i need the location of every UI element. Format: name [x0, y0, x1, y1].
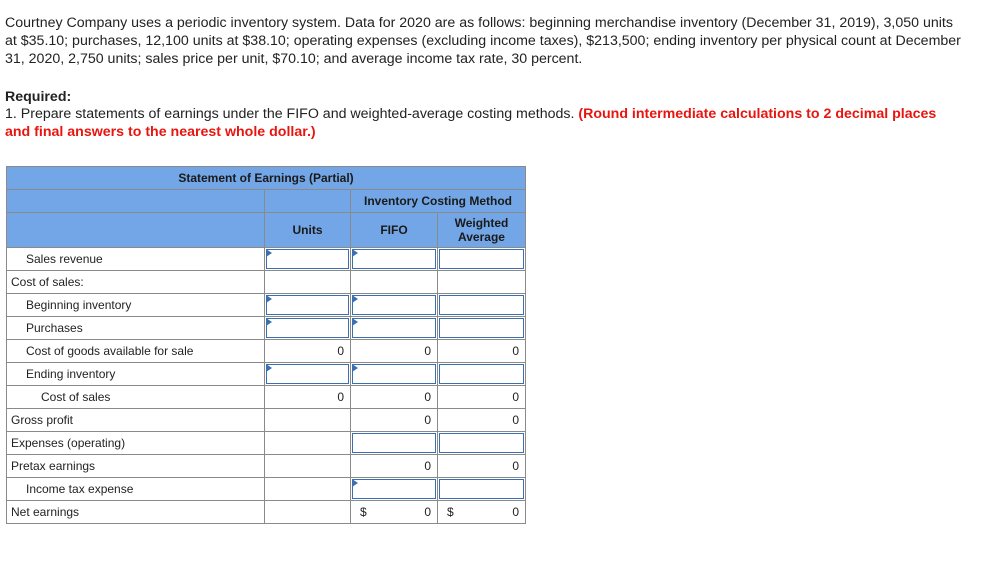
gross-profit-fifo-value: 0: [351, 409, 438, 432]
weighted-average-column-header: Weighted Average: [438, 213, 526, 248]
income-tax-fifo-input[interactable]: [351, 478, 438, 501]
row-label-expenses-operating: Expenses (operating): [7, 432, 265, 455]
table-row: [7, 248, 526, 271]
purchases-fifo-input[interactable]: [351, 317, 438, 340]
statement-of-earnings-table: [6, 166, 526, 524]
table-row: [7, 455, 526, 478]
cogs-available-wavg-value: 0: [438, 340, 526, 363]
cost-of-sales-wavg-value: 0: [438, 386, 526, 409]
row-label-gross-profit: Gross profit: [7, 409, 265, 432]
table-row: [7, 386, 526, 409]
required-instruction: [5, 105, 965, 141]
gross-profit-wavg-value: 0: [438, 409, 526, 432]
cost-of-sales-units-value: 0: [265, 386, 351, 409]
cost-of-sales-fifo-value: 0: [351, 386, 438, 409]
column-header-row: [7, 213, 526, 248]
table-row: [7, 294, 526, 317]
empty-cell: [438, 271, 526, 294]
problem-text: Courtney Company uses a periodic inventory system. Data for 2020 are as follows: beginning merchandise inventory (December 31, 2019), 3,050 units at $35.10; purchases, 12,100 units at $38.10; operating expenses (excluding income taxes), $213,500; ending inventory per physical count at December 31, 2020, 2,750 units; sales price per unit, $70.10; and average income tax rate, 30 percent.: [5, 15, 961, 67]
net-earnings-fifo-value: 0: [424, 505, 431, 519]
table-row: [7, 409, 526, 432]
empty-cell: [265, 455, 351, 478]
purchases-wavg-input[interactable]: [438, 317, 526, 340]
table-row: [7, 363, 526, 386]
empty-cell: [265, 501, 351, 524]
empty-cell: [351, 271, 438, 294]
net-earnings-wavg-value: 0: [512, 505, 519, 519]
ending-inventory-fifo-input[interactable]: [351, 363, 438, 386]
units-column-header: Units: [265, 213, 351, 248]
empty-cell: [265, 432, 351, 455]
header-blank: [7, 190, 265, 213]
row-label-beginning-inventory: Beginning inventory: [7, 294, 265, 317]
table-row: [7, 432, 526, 455]
table-row: [7, 317, 526, 340]
income-tax-wavg-input[interactable]: [438, 478, 526, 501]
cogs-available-fifo-value: 0: [351, 340, 438, 363]
beginning-inventory-wavg-input[interactable]: [438, 294, 526, 317]
beginning-inventory-fifo-input[interactable]: [351, 294, 438, 317]
table-row: [7, 271, 526, 294]
table-row: [7, 478, 526, 501]
sales-units-input[interactable]: [265, 248, 351, 271]
purchases-units-input[interactable]: [265, 317, 351, 340]
required-heading: Required:: [5, 89, 72, 105]
pretax-earnings-wavg-value: 0: [438, 455, 526, 478]
dollar-sign: $: [447, 505, 454, 519]
instruction-text: 1. Prepare statements of earnings under the FIFO and weighted-average costing methods.: [5, 106, 579, 122]
beginning-inventory-units-input[interactable]: [265, 294, 351, 317]
empty-cell: [265, 478, 351, 501]
statement-title: Statement of Earnings (Partial): [7, 167, 526, 190]
row-label-cost-of-sales-head: Cost of sales:: [7, 271, 265, 294]
method-header: Inventory Costing Method: [351, 190, 526, 213]
row-label-ending-inventory: Ending inventory: [7, 363, 265, 386]
net-earnings-fifo-cell: [351, 501, 438, 524]
row-label-purchases: Purchases: [7, 317, 265, 340]
row-label-cost-of-sales: Cost of sales: [7, 386, 265, 409]
net-earnings-wavg-cell: [438, 501, 526, 524]
row-label-cogs-available: Cost of goods available for sale: [7, 340, 265, 363]
method-header-row: [7, 190, 526, 213]
table-row: [7, 501, 526, 524]
table-row: [7, 340, 526, 363]
row-label-net-earnings: Net earnings: [7, 501, 265, 524]
ending-inventory-wavg-input[interactable]: [438, 363, 526, 386]
row-label-income-tax-expense: Income tax expense: [7, 478, 265, 501]
header-blank: [265, 190, 351, 213]
dollar-sign: $: [360, 505, 367, 519]
row-label-pretax-earnings: Pretax earnings: [7, 455, 265, 478]
rounding-note: (Round intermediate calculations to 2 decimal places and final answers to the nearest whole dollar.): [5, 106, 937, 140]
sales-wavg-input[interactable]: [438, 248, 526, 271]
pretax-earnings-fifo-value: 0: [351, 455, 438, 478]
sales-fifo-input[interactable]: [351, 248, 438, 271]
row-label-sales-revenue: Sales revenue: [7, 248, 265, 271]
empty-cell: [265, 271, 351, 294]
ending-inventory-units-input[interactable]: [265, 363, 351, 386]
header-blank: [7, 213, 265, 248]
cogs-available-units-value: 0: [265, 340, 351, 363]
expenses-wavg-input[interactable]: [438, 432, 526, 455]
empty-cell: [265, 409, 351, 432]
table-title-row: [7, 167, 526, 190]
expenses-fifo-input[interactable]: [351, 432, 438, 455]
fifo-column-header: FIFO: [351, 213, 438, 248]
